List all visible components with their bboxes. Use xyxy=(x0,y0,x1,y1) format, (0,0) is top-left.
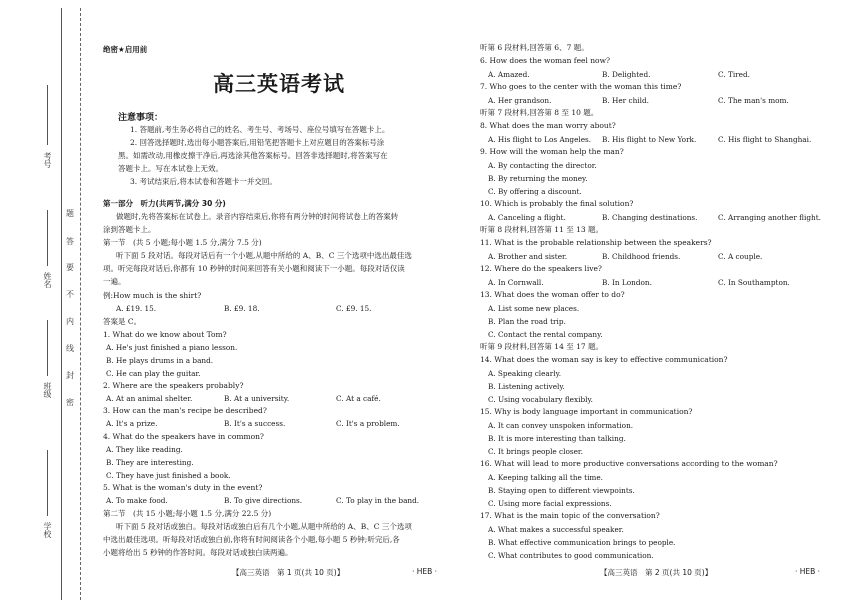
option: B. At a university. xyxy=(224,394,290,403)
section2-intro: 听下面 5 段对话或独白。每段对话或独白后有几个小题,从题中所给的 A、B、C 三个选项 xyxy=(116,522,412,531)
question: 7. Who goes to the center with the woman this time? xyxy=(480,82,682,91)
option: C. In Southampton. xyxy=(718,278,790,287)
part1-intro: 涂到答题卡上。 xyxy=(103,225,156,234)
option: C. Tired. xyxy=(718,70,750,79)
question: 5. What is the woman's duty in the event? xyxy=(103,483,263,492)
option: B. What effective communication brings to people. xyxy=(488,538,676,547)
section2-intro: 小题将给出 5 秒钟的作答时间。每段对话或独白读两遍。 xyxy=(103,548,293,557)
question: 14. What does the woman say is key to effective communication? xyxy=(480,355,728,364)
option: A. They like reading. xyxy=(106,445,183,454)
binding-line-outer xyxy=(61,8,62,600)
material-intro: 听第 7 段材料,回答第 8 至 10 题。 xyxy=(480,108,599,117)
option: A. List some new places. xyxy=(488,304,580,313)
notes-heading: 注意事项： xyxy=(118,113,164,123)
option: C. Using more facial expressions. xyxy=(488,499,612,508)
option: A. Canceling a flight. xyxy=(488,213,566,222)
option: B. His flight to New York. xyxy=(602,135,697,144)
exam-number-line xyxy=(47,85,48,145)
section1-heading: 第一节 (共 5 小题;每小题 1.5 分,满分 7.5 分) xyxy=(103,238,262,247)
example-answer: 答案是 C。 xyxy=(103,317,142,326)
class-line xyxy=(47,320,48,376)
note-line: 1. 答题前,考生务必将自己的姓名、考生号、考场号、座位号填写在答题卡上。 xyxy=(130,125,390,134)
material-intro: 听第 6 段材料,回答第 6、7 题。 xyxy=(480,43,589,52)
note-line: 答题卡上。写在本试卷上无效。 xyxy=(118,164,223,173)
part1-heading: 第一部分 听力(共两节,满分 30 分) xyxy=(103,199,226,208)
option: C. It's a problem. xyxy=(336,419,400,428)
material-intro: 听第 8 段材料,回答第 11 至 13 题。 xyxy=(480,225,604,234)
question: 13. What does the woman offer to do? xyxy=(480,290,625,299)
question: 10. Which is probably the final solution? xyxy=(480,199,634,208)
class-label: 班级 xyxy=(43,382,52,398)
option: B. Listening actively. xyxy=(488,382,565,391)
question: 8. What does the man worry about? xyxy=(480,121,616,130)
question: 16. What will lead to more productive conversations according to the woman? xyxy=(480,459,778,468)
example-question: 例:How much is the shirt? xyxy=(103,291,202,300)
option: C. Using vocabulary flexibly. xyxy=(488,395,593,404)
part1-intro: 做题时,先将答案标在试卷上。录音内容结束后,你将有两分钟的时间将试卷上的答案转 xyxy=(116,212,399,221)
option: A. What makes a successful speaker. xyxy=(488,525,624,534)
seal-char: 题 xyxy=(66,209,74,218)
seal-char: 要 xyxy=(66,263,74,272)
option: C. He can play the guitar. xyxy=(106,369,201,378)
section1-intro: 听下面 5 段对话。每段对话后有一个小题,从题中所给的 A、B、C 三个选项中选出最佳选 xyxy=(116,251,412,260)
option: C. Arranging another flight. xyxy=(718,213,821,222)
option: C. £9. 15. xyxy=(336,304,372,313)
option: B. Delighted. xyxy=(602,70,651,79)
name-label: 姓名 xyxy=(43,272,52,288)
option: B. They are interesting. xyxy=(106,458,194,467)
question: 4. What do the speakers have in common? xyxy=(103,432,264,441)
material-intro: 听第 9 段材料,回答第 14 至 17 题。 xyxy=(480,342,604,351)
note-line: 黑。如需改动,用橡皮擦干净后,再选涂其他答案标号。回答非选择题时,将答案写在 xyxy=(118,151,388,160)
school-line xyxy=(47,450,48,516)
option: C. A couple. xyxy=(718,252,763,261)
page-footer: 【高三英语 第 2 页(共 10 页)】 xyxy=(600,568,713,577)
page-footer: 【高三英语 第 1 页(共 10 页)】 xyxy=(232,568,345,577)
question: 1. What do we know about Tom? xyxy=(103,330,227,339)
option: C. What contributes to good communication. xyxy=(488,551,654,560)
option: A. Speaking clearly. xyxy=(488,369,562,378)
option: A. Amazed. xyxy=(488,70,530,79)
option: B. Staying open to different viewpoints. xyxy=(488,486,635,495)
option: B. In London. xyxy=(602,278,652,287)
question: 12. Where do the speakers live? xyxy=(480,264,602,273)
seal-char: 内 xyxy=(66,317,74,326)
option: A. It can convey unspoken information. xyxy=(488,421,634,430)
note-line: 2. 回答选择题时,选出每小题答案后,用铅笔把答题卡上对应题目的答案标号涂 xyxy=(130,138,385,147)
option: A. In Cornwall. xyxy=(488,278,544,287)
binding-line-dashed xyxy=(80,8,81,600)
option: B. It is more interesting than talking. xyxy=(488,434,626,443)
option: C. By offering a discount. xyxy=(488,187,582,196)
option: B. It's a success. xyxy=(224,419,286,428)
option: C. Contact the rental company. xyxy=(488,330,603,339)
option: C. To play in the band. xyxy=(336,496,420,505)
option: B. To give directions. xyxy=(224,496,303,505)
option: A. At an animal shelter. xyxy=(106,394,193,403)
option: A. By contacting the director. xyxy=(488,161,597,170)
seal-char: 不 xyxy=(66,290,74,299)
option: C. At a café. xyxy=(336,394,381,403)
seal-char: 密 xyxy=(66,398,74,407)
option: B. By returning the money. xyxy=(488,174,588,183)
option: A. It's a prize. xyxy=(106,419,158,428)
option: A. His flight to Los Angeles. xyxy=(488,135,592,144)
section2-intro: 中选出最佳选项。听每段对话或独白前,你将有时间阅读各个小题,每小题 5 秒钟;听完后,各 xyxy=(103,535,400,544)
seal-char: 封 xyxy=(66,371,74,380)
option: B. Plan the road trip. xyxy=(488,317,566,326)
question: 2. Where are the speakers probably? xyxy=(103,381,244,390)
school-label: 学校 xyxy=(43,522,52,538)
seal-char: 答 xyxy=(66,237,74,246)
option: C. They have just finished a book. xyxy=(106,471,231,480)
option: B. Her child. xyxy=(602,96,649,105)
section1-intro: 一遍。 xyxy=(103,277,126,286)
question: 15. Why is body language important in communication? xyxy=(480,407,693,416)
section2-heading: 第二节 (共 15 小题;每小题 1.5 分,满分 22.5 分) xyxy=(103,509,272,518)
option: A. To make food. xyxy=(106,496,168,505)
page-code: · HEB · xyxy=(795,567,821,576)
confidential-mark: 绝密★启用前 xyxy=(103,45,148,54)
name-line xyxy=(47,210,48,266)
exam-title: 高三英语考试 xyxy=(213,72,345,96)
option: C. His flight to Shanghai. xyxy=(718,135,812,144)
exam-number-label: 考号 xyxy=(43,152,52,168)
page-code: · HEB · xyxy=(412,567,438,576)
question: 9. How will the woman help the man? xyxy=(480,147,624,156)
option: C. It brings people closer. xyxy=(488,447,583,456)
question: 6. How does the woman feel now? xyxy=(480,56,611,65)
option: A. £19. 15. xyxy=(116,304,157,313)
option: A. Her grandson. xyxy=(488,96,552,105)
question: 11. What is the probable relationship between the speakers? xyxy=(480,238,712,247)
option: C. The man's mom. xyxy=(718,96,789,105)
option: B. Changing destinations. xyxy=(602,213,698,222)
note-line: 3. 考试结束后,将本试卷和答题卡一并交回。 xyxy=(130,177,277,186)
option: B. He plays drums in a band. xyxy=(106,356,214,365)
option: B. Childhood friends. xyxy=(602,252,681,261)
question: 17. What is the main topic of the conversation? xyxy=(480,511,660,520)
option: A. Keeping talking all the time. xyxy=(488,473,603,482)
section1-intro: 项。听完每段对话后,你都有 10 秒钟的时间来回答有关小题和阅读下一小题。每段对话仅读 xyxy=(103,264,405,273)
option: B. £9. 18. xyxy=(224,304,260,313)
option: A. He's just finished a piano lesson. xyxy=(106,343,238,352)
option: A. Brother and sister. xyxy=(488,252,568,261)
question: 3. How can the man's recipe be described? xyxy=(103,406,267,415)
seal-char: 线 xyxy=(66,344,74,353)
